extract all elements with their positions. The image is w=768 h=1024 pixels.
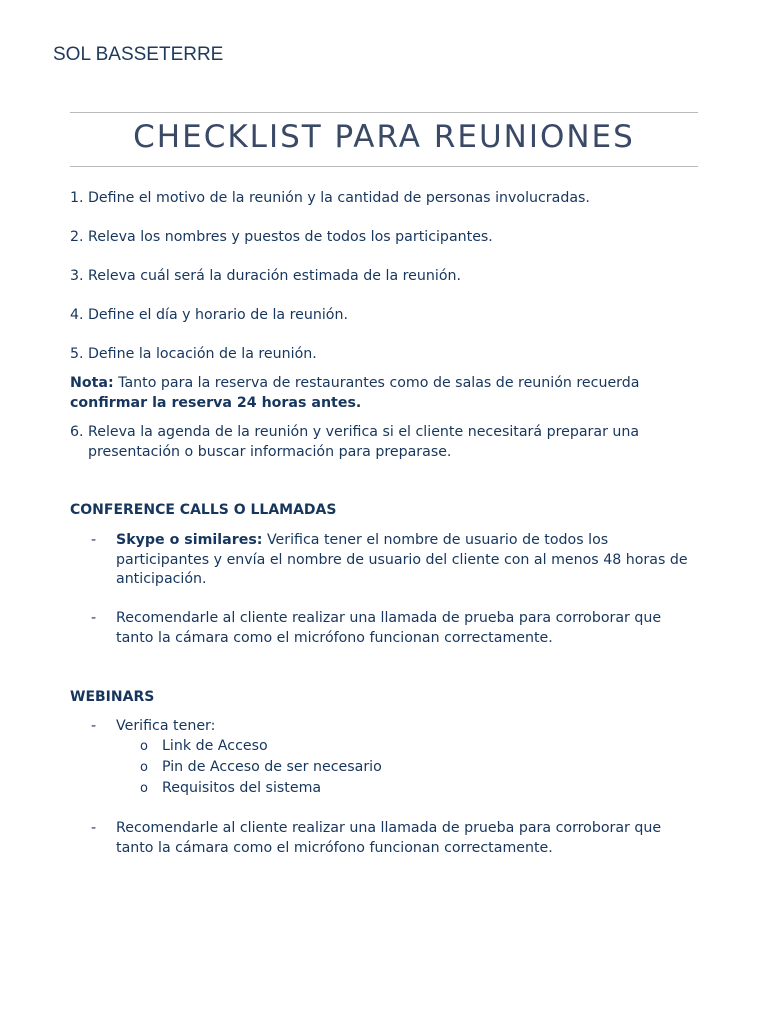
sub-list-item bbox=[140, 779, 702, 799]
item-text: Releva los nombres y puestos de todos los participantes. bbox=[88, 228, 493, 245]
item-number: 4. bbox=[70, 306, 84, 323]
dash-marker: - bbox=[91, 531, 97, 548]
item-number: 5. bbox=[70, 345, 84, 362]
sub-item-text: Requisitos del sistema bbox=[162, 779, 322, 796]
item-number: 2. bbox=[70, 228, 84, 245]
item-text: Define el día y horario de la reunión. bbox=[88, 306, 348, 323]
list-item bbox=[70, 267, 702, 287]
dash-marker: - bbox=[91, 718, 97, 735]
list-item bbox=[70, 423, 702, 463]
sub-list-item bbox=[140, 758, 702, 778]
list-item bbox=[70, 228, 702, 248]
nota-text: Tanto para la reserva de restaurantes como de salas de reunión recuerda bbox=[113, 375, 640, 392]
nota-paragraph bbox=[70, 374, 702, 414]
sub-item-text: Pin de Acceso de ser necesario bbox=[162, 759, 382, 776]
dash-marker: - bbox=[91, 610, 97, 627]
bullet-text bbox=[116, 531, 702, 590]
page-title: CHECKLIST PARA REUNIONES bbox=[133, 119, 635, 155]
circle-marker: o bbox=[140, 760, 148, 776]
item-number: 1. bbox=[70, 190, 84, 206]
list-item bbox=[70, 306, 702, 326]
sub-list-item bbox=[140, 737, 702, 757]
bullet-body: Verifica tener: bbox=[116, 718, 216, 735]
circle-marker: o bbox=[140, 780, 148, 796]
title-top-rule bbox=[70, 112, 698, 113]
title-bottom-rule bbox=[70, 166, 698, 167]
dash-marker: - bbox=[91, 820, 97, 837]
bullet-emphasis: Skype o similares: bbox=[116, 531, 263, 548]
item-number: 6. bbox=[70, 423, 84, 440]
bullet-body: Verifica tener el nombre de usuario de todos los participantes y envía el nombre de usuario del cliente con al menos 48 horas de anticipación. bbox=[116, 531, 688, 588]
item-text: Releva cuál será la duración estimada de la reunión. bbox=[88, 267, 462, 284]
section-heading-webinars: WEBINARS bbox=[70, 688, 155, 705]
list-item bbox=[70, 189, 702, 209]
bullet-item bbox=[91, 531, 702, 590]
item-text: Releva la agenda de la reunión y verifica si el cliente necesitará preparar una presentación o buscar información para preparase. bbox=[88, 423, 640, 460]
item-text: Define el motivo de la reunión y la cantidad de personas involucradas. bbox=[88, 190, 590, 206]
list-item bbox=[70, 345, 702, 365]
nota-label: Nota: bbox=[70, 375, 114, 392]
bullet-item bbox=[91, 819, 702, 859]
checklist-body bbox=[70, 189, 702, 859]
bullet-item bbox=[91, 717, 702, 737]
bullet-body: Recomendarle al cliente realizar una llamada de prueba para corroborar que tanto la cámara como el micrófono funcionan correctamente. bbox=[116, 820, 662, 856]
nota-emphasis: confirmar la reserva 24 horas antes. bbox=[70, 394, 362, 411]
bullet-item bbox=[91, 609, 702, 649]
bullet-body: Recomendarle al cliente realizar una llamada de prueba para corroborar que tanto la cámara como el micrófono funcionan correctamente. bbox=[116, 610, 662, 647]
sub-item-text: Link de Acceso bbox=[162, 738, 268, 755]
circle-marker: o bbox=[140, 739, 148, 755]
brand-name: SOL BASSETERRE bbox=[53, 44, 224, 65]
item-text: Define la locación de la reunión. bbox=[88, 345, 317, 362]
item-number: 3. bbox=[70, 267, 84, 284]
section-heading-conference: CONFERENCE CALLS O LLAMADAS bbox=[70, 502, 337, 519]
